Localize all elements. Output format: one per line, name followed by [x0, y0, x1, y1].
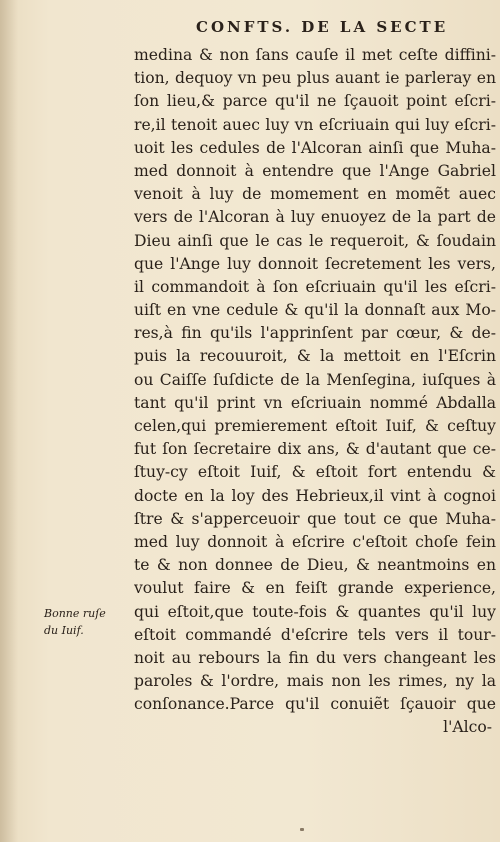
text-line: ſtuy-cy eſtoit Iuif, & eſtoit fort entendu &: [134, 463, 496, 482]
text-line: tant qu'il print vn eſcriuain nommé Abdalla: [134, 393, 496, 412]
page-mark: [300, 828, 304, 831]
marginal-note: [44, 605, 130, 639]
text-line: que l'Ange luy donnoit ſecretement les vers,: [134, 254, 496, 273]
text-line: puis la recouuroit, & la mettoit en l'Eſcrin: [134, 347, 496, 366]
text-line: voulut faire & en feiſt grande experience,: [134, 579, 496, 598]
text-line: noit au rebours la fin du vers changeant les: [134, 648, 496, 667]
text-line: tion, dequoy vn peu plus auant ie parleray en: [134, 69, 496, 88]
text-line: vers de l'Alcoran à luy enuoyez de la part de: [134, 208, 496, 227]
text-line: re,il tenoit auec luy vn eſcriuain qui luy eſcri-: [134, 115, 496, 134]
text-line: ſtre & s'apperceuoir que tout ce que Muha-: [134, 509, 496, 528]
text-line: ou Caiſſe ſuſdicte de la Menſegina, iuſques à: [134, 370, 496, 389]
text-line: Dieu ainſi que le cas le requeroit, & ſoudain: [134, 231, 496, 250]
marginal-note-line: Bonne ruſe: [44, 607, 106, 620]
text-line: uiſt en vne cedule & qu'il la donnaſt aux Mo-: [134, 301, 496, 320]
text-line: uoit les cedules de l'Alcoran ainſi que Muha-: [134, 138, 496, 157]
text-line: med luy donnoit à eſcrire c'eſtoit choſe fein: [134, 532, 496, 551]
text-line: eſtoit commandé d'eſcrire tels vers il tour-: [134, 625, 496, 644]
text-line: medina & non ſans cauſe il met ceſte diffini-: [134, 46, 496, 64]
text-line: venoit à luy de momement en momẽt auec: [134, 185, 496, 204]
catchword: l'Alco-: [443, 718, 492, 737]
gutter-shadow: [0, 0, 18, 842]
text-line: docte en la loy des Hebrieux,il vint à cognoi: [134, 486, 496, 505]
text-line: conſonance.Parce qu'il conuiẽt ſçauoir que: [134, 695, 496, 714]
text-line: il commandoit à ſon eſcriuain qu'il les eſcri-: [134, 277, 496, 296]
text-line: fut ſon ſecretaire dix ans, & d'autant que ce-: [134, 440, 496, 459]
text-line: res,à fin qu'ils l'apprinſent par cœur, & de-: [134, 324, 496, 343]
running-head: CONFTS. DE LA SECTE: [196, 18, 449, 36]
marginal-note-line: du Iuif.: [44, 624, 84, 637]
text-line: paroles & l'ordre, mais non les rimes, ny la: [134, 672, 496, 691]
text-line: te & non donnee de Dieu, & neantmoins en: [134, 556, 496, 575]
text-line: med donnoit à entendre que l'Ange Gabriel: [134, 161, 496, 180]
text-line: ſon lieu,& parce qu'il ne ſçauoit point eſcri-: [134, 92, 496, 111]
text-line: qui eſtoit,que toute-fois & quantes qu'il luy: [134, 602, 496, 621]
body-text: [134, 44, 496, 740]
text-line: celen,qui premierement eſtoit Iuif, & ceſtuy: [134, 417, 496, 435]
